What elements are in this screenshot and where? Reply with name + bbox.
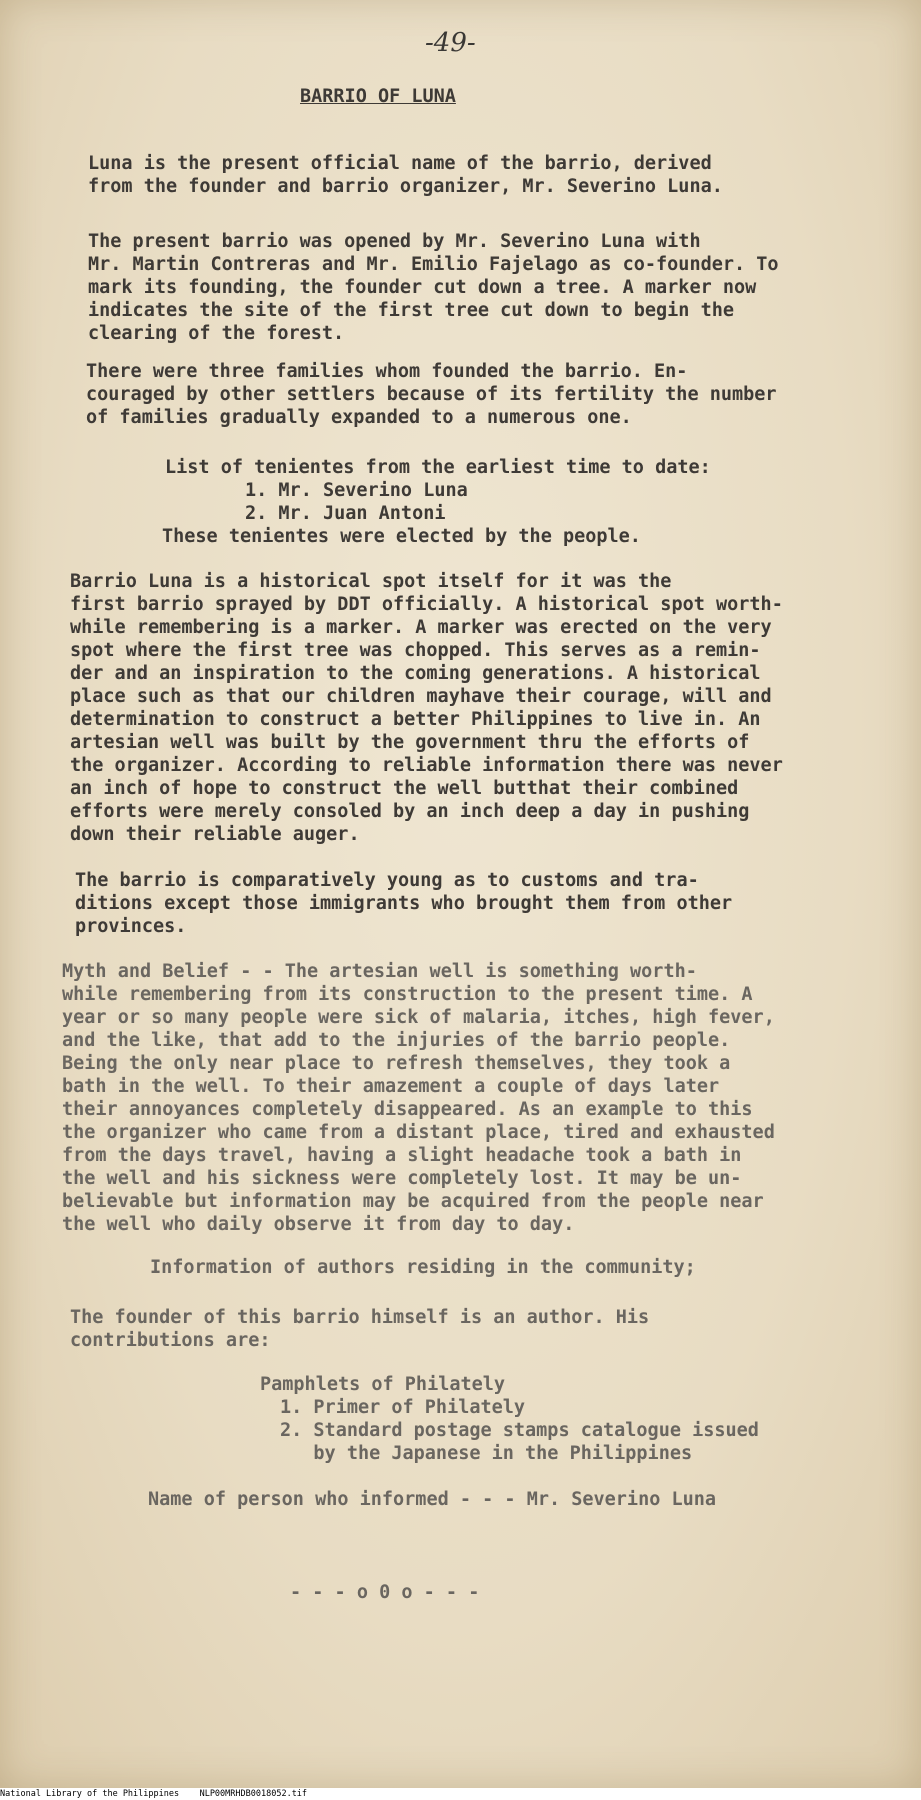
pamphlets-heading: Pamphlets of Philately xyxy=(260,1374,506,1395)
paragraph-myth-belief: Myth and Belief - - The artesian well is something worth- while remembering from its construction to the present time. A year or so many people were sick of malaria, itches, high fever, and the like, that add to the injuries of the barrio people. Being the only near place to refresh themselves, they took a bath in the well. To their amazement a couple of days later their annoyances completely disappeared. As an example to this the organizer who came from a distant place, tired and exhausted from the days travel, having a slight headache took a bath in the well and his sickness were completely lost. It may be un- believable but information may be acquired from the people near the well who daily observe it from day to day. xyxy=(62,961,775,1235)
paragraph-founder-author: The founder of this barrio himself is an author. His contributions are: xyxy=(70,1307,650,1351)
tenientes-heading: List of tenientes from the earliest time to date: xyxy=(165,457,711,478)
paragraph-customs: The barrio is comparatively young as to customs and tra- ditions except those immigrants who brought them from other provinces. xyxy=(75,870,733,937)
paragraph-founding: The present barrio was opened by Mr. Severino Luna with Mr. Martin Contreras and Mr. Emilio Fajelago as co-founder. To mark its founding, the founder cut down a tree. A marker now indicates the site of the first tree cut down to begin the clearing of the forest. xyxy=(88,231,779,344)
authors-heading: Information of authors residing in the community; xyxy=(150,1257,696,1278)
paragraph-name-origin: Luna is the present official name of the barrio, derived from the founder and barrio organizer, Mr. Severino Luna. xyxy=(88,153,723,197)
paragraph-historical-spot: Barrio Luna is a historical spot itself for it was the first barrio sprayed by DDT officially. A historical spot worth- while remembering is a marker. A marker was erected on the very spot where the first tree was chopped. This serves as a remin- der and an inspiration to the coming generations. A historical place such as that our children mayhave their courage, will and determination to construct a better Philippines to live in. An artesian well was built by the government thru the efforts of the organizer. According to reliable information there was never an inch of hope to construct the well butthat their combined efforts were merely consoled by an inch deep a day in pushing down their reliable auger. xyxy=(70,571,783,845)
pamphlet-item-2: 2. Standard postage stamps catalogue issued by the Japanese in the Philippines xyxy=(280,1420,759,1464)
tenientes-item-1: 1. Mr. Severino Luna xyxy=(245,480,468,501)
archive-footer: National Library of the Philippines NLP00MRHDB0018052.tif xyxy=(0,1788,921,1800)
paragraph-families: There were three families whom founded the barrio. En- couraged by other settlers because of its fertility the number of families gradually expanded to a numerous one. xyxy=(86,361,777,428)
end-mark: - - - o 0 o - - - xyxy=(290,1582,480,1603)
tenientes-note: These tenientes were elected by the people. xyxy=(162,526,641,547)
tenientes-item-2: 2. Mr. Juan Antoni xyxy=(245,503,446,524)
document-title: BARRIO OF LUNA xyxy=(300,86,456,107)
pamphlet-item-1: 1. Primer of Philately xyxy=(280,1397,526,1418)
page-number: -49- xyxy=(425,28,476,58)
informant-line: Name of person who informed - - - Mr. Severino Luna xyxy=(148,1489,717,1510)
